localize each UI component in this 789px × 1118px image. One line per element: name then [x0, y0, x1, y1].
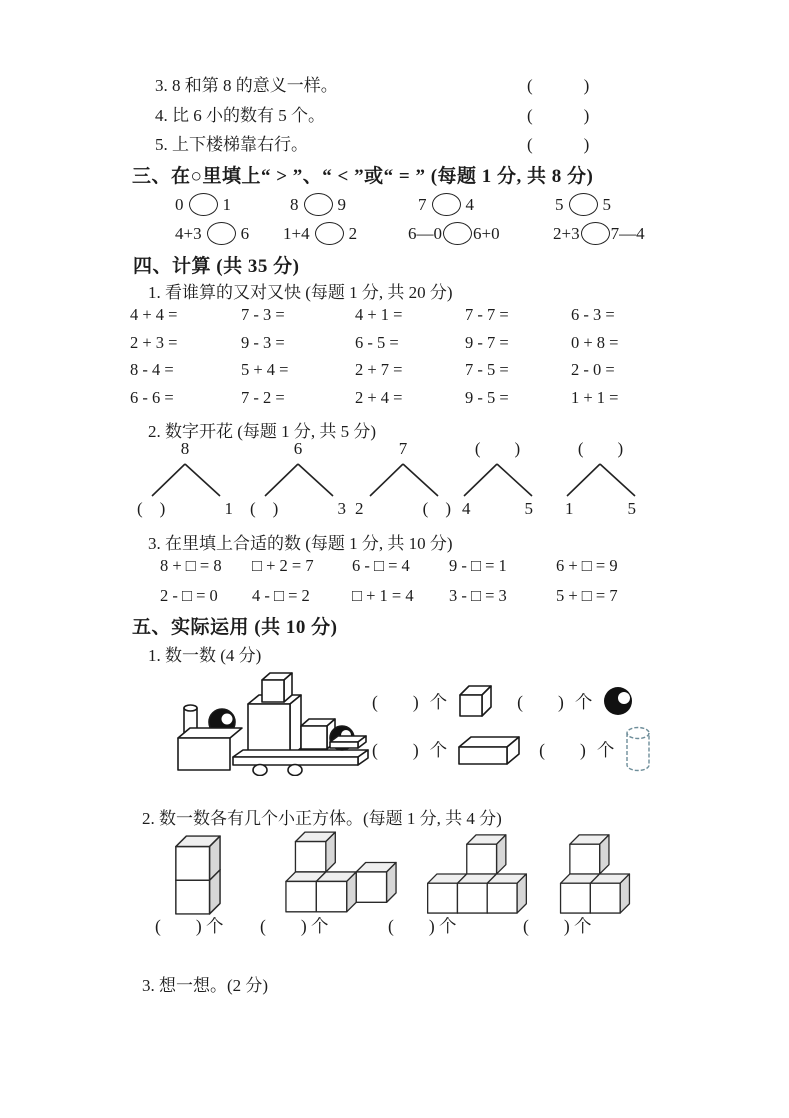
- tree-branches: [440, 462, 555, 498]
- number-tree: [243, 438, 353, 520]
- unit-label: 个: [429, 691, 448, 712]
- equation: 2 - 0 =: [571, 360, 615, 380]
- compare-item: [418, 193, 474, 216]
- compare-item: [175, 193, 231, 216]
- fill-blank-title: 3. 在里填上合适的数 (每题 1 分, 共 10 分): [148, 534, 453, 553]
- compare-left: 4+3: [175, 223, 202, 243]
- answer-blank: ( ): [517, 691, 564, 712]
- equation: 2 + 3 =: [130, 332, 178, 352]
- equation: 7 - 7 =: [465, 305, 509, 324]
- equation: 6 - 6 =: [130, 387, 174, 407]
- tree-top-value: 6: [293, 439, 303, 458]
- compare-left: 2+3: [553, 223, 580, 243]
- compare-left: 8: [290, 194, 299, 214]
- cuboid-icon: [458, 732, 522, 766]
- equation: □ + 1 = 4: [352, 586, 414, 605]
- equation: 8 - 4 =: [130, 360, 174, 380]
- answer-blank: ( ): [388, 916, 435, 936]
- compare-item: [283, 222, 357, 245]
- equation: 5 + □ = 7: [556, 586, 618, 605]
- compare-right: 7—4: [610, 223, 645, 243]
- tree-right-value: 3: [337, 499, 346, 518]
- equation: 6 - 3 =: [571, 305, 615, 324]
- unit-label: 个: [574, 916, 592, 936]
- tree-left-value: 2: [355, 499, 364, 518]
- fill-blank-grid: [160, 551, 646, 611]
- tree-left-value: 1: [565, 499, 574, 518]
- quick-calc-grid: [130, 301, 651, 411]
- number-flower-title: 2. 数字开花 (每题 1 分, 共 5 分): [148, 422, 377, 441]
- equation: 4 + 4 =: [130, 305, 178, 324]
- tree-right-value: 1: [224, 499, 233, 518]
- question-text: 5. 上下楼梯靠右行。: [155, 135, 308, 154]
- tree-branches: [130, 462, 240, 498]
- count-title: 1. 数一数 (4 分): [148, 646, 262, 665]
- unit-label: 个: [439, 916, 457, 936]
- tree-top-value: 8: [180, 439, 190, 458]
- compare-left: 0: [175, 194, 184, 214]
- unit-label: 个: [429, 739, 448, 760]
- section-four-heading: 四、计算 (共 35 分): [133, 256, 300, 277]
- equation: □ + 2 = 7: [252, 556, 314, 575]
- equation: 1 + 1 =: [571, 387, 619, 407]
- compare-item: [175, 222, 249, 245]
- true-false-item-5: [155, 130, 308, 155]
- equation: 6 - □ = 4: [352, 556, 410, 575]
- count-cubes-title: 2. 数一数各有几个小正方体。(每题 1 分, 共 4 分): [142, 809, 502, 828]
- true-false-item-4: [155, 101, 325, 126]
- section-three-heading: 三、在○里填上“ > ”、“ < ”或“ = ” (每题 1 分, 共 8 分): [132, 166, 594, 187]
- compare-right: 6: [240, 223, 250, 243]
- answer-blank: ( ): [155, 916, 202, 936]
- answer-blank: ( ): [539, 739, 586, 760]
- equation: 9 - □ = 1: [449, 556, 507, 575]
- tree-top-value: ( ): [577, 439, 624, 458]
- number-tree: [130, 438, 240, 520]
- compare-right: 9: [337, 194, 346, 214]
- compare-left: 1+4: [283, 223, 310, 243]
- unit-label: 个: [311, 916, 329, 936]
- comparison-circle: [189, 193, 218, 216]
- blocks-train-picture: [170, 670, 375, 776]
- cube-icon: [458, 684, 494, 718]
- unit-label: 个: [206, 916, 224, 936]
- equation: 9 - 3 =: [241, 332, 285, 352]
- cube-figure-1: [174, 835, 224, 915]
- cube-figure-2: [285, 830, 397, 913]
- cube-figure-4: [555, 833, 635, 914]
- equation: 2 - □ = 0: [160, 586, 218, 605]
- equation: 6 + □ = 9: [556, 556, 618, 575]
- tree-top-value: ( ): [474, 439, 521, 458]
- unit-label: 个: [596, 739, 615, 760]
- count-row-1: [372, 684, 635, 718]
- tree-right-value: ( ): [422, 499, 451, 518]
- compare-right: 1: [222, 194, 231, 214]
- tree-top-value: 7: [398, 439, 408, 458]
- tree-left-value: ( ): [250, 499, 279, 518]
- compare-item: [553, 222, 645, 245]
- answer-blank: ( ): [527, 135, 590, 154]
- cube-answer-blank-1: [155, 913, 224, 938]
- number-tree: [440, 438, 555, 520]
- answer-blank: ( ): [372, 691, 419, 712]
- compare-right: 6+0: [473, 223, 500, 243]
- equation: 7 - 5 =: [465, 360, 509, 380]
- equation: 7 - 2 =: [241, 387, 285, 407]
- compare-right: 5: [602, 194, 611, 214]
- tree-left-value: 4: [462, 499, 471, 518]
- comparison-circle: [304, 193, 333, 216]
- answer-blank: ( ): [372, 739, 419, 760]
- comparison-circle: [207, 222, 236, 245]
- tree-left-value: ( ): [137, 499, 166, 518]
- answer-blank: ( ): [527, 106, 590, 125]
- comparison-circle: [315, 222, 344, 245]
- tree-branches: [243, 462, 353, 498]
- comparison-circle: [581, 222, 610, 245]
- compare-item: [408, 222, 500, 245]
- comparison-circle: [569, 193, 598, 216]
- equation: 0 + 8 =: [571, 332, 619, 352]
- cube-answer-blank-2: [260, 913, 329, 938]
- compare-right: 4: [465, 194, 474, 214]
- equation: 9 - 5 =: [465, 387, 509, 407]
- compare-left: 7: [418, 194, 427, 214]
- compare-left: 5: [555, 194, 564, 214]
- equation: 4 + 1 =: [355, 305, 403, 324]
- equation: 9 - 7 =: [465, 332, 509, 352]
- cube-figure-3: [422, 833, 532, 914]
- tree-branches: [543, 462, 658, 498]
- answer-blank: ( ): [260, 916, 307, 936]
- compare-left: 6—0: [408, 223, 442, 243]
- tree-right-value: 5: [524, 499, 533, 518]
- cylinder-icon: [625, 726, 651, 772]
- compare-item: [555, 193, 611, 216]
- equation: 5 + 4 =: [241, 360, 289, 380]
- equation: 7 - 3 =: [241, 305, 285, 324]
- unit-label: 个: [574, 691, 593, 712]
- compare-item: [290, 193, 346, 216]
- equation: 8 + □ = 8: [160, 556, 222, 575]
- equation: 2 + 4 =: [355, 387, 403, 407]
- quick-calc-title: 1. 看谁算的又对又快 (每题 1 分, 共 20 分): [148, 283, 453, 302]
- equation: 6 - 5 =: [355, 332, 399, 352]
- tree-right-value: 5: [627, 499, 636, 518]
- cube-answer-blank-4: [523, 913, 592, 938]
- sphere-icon: [603, 685, 635, 717]
- think-title: 3. 想一想。(2 分): [142, 976, 269, 995]
- question-text: 3. 8 和第 8 的意义一样。: [155, 76, 338, 95]
- equation: 4 - □ = 2: [252, 586, 310, 605]
- question-text: 4. 比 6 小的数有 5 个。: [155, 106, 325, 125]
- comparison-circle: [443, 222, 472, 245]
- answer-blank: ( ): [523, 916, 570, 936]
- number-tree: [543, 438, 658, 520]
- count-row-2: [372, 726, 651, 772]
- equation: 2 + 7 =: [355, 360, 403, 380]
- answer-blank: ( ): [527, 76, 590, 95]
- cube-answer-blank-3: [388, 913, 457, 938]
- compare-right: 2: [348, 223, 358, 243]
- section-five-heading: 五、实际运用 (共 10 分): [132, 617, 338, 638]
- true-false-item-3: [155, 71, 338, 96]
- equation: 3 - □ = 3: [449, 586, 507, 605]
- comparison-circle: [432, 193, 461, 216]
